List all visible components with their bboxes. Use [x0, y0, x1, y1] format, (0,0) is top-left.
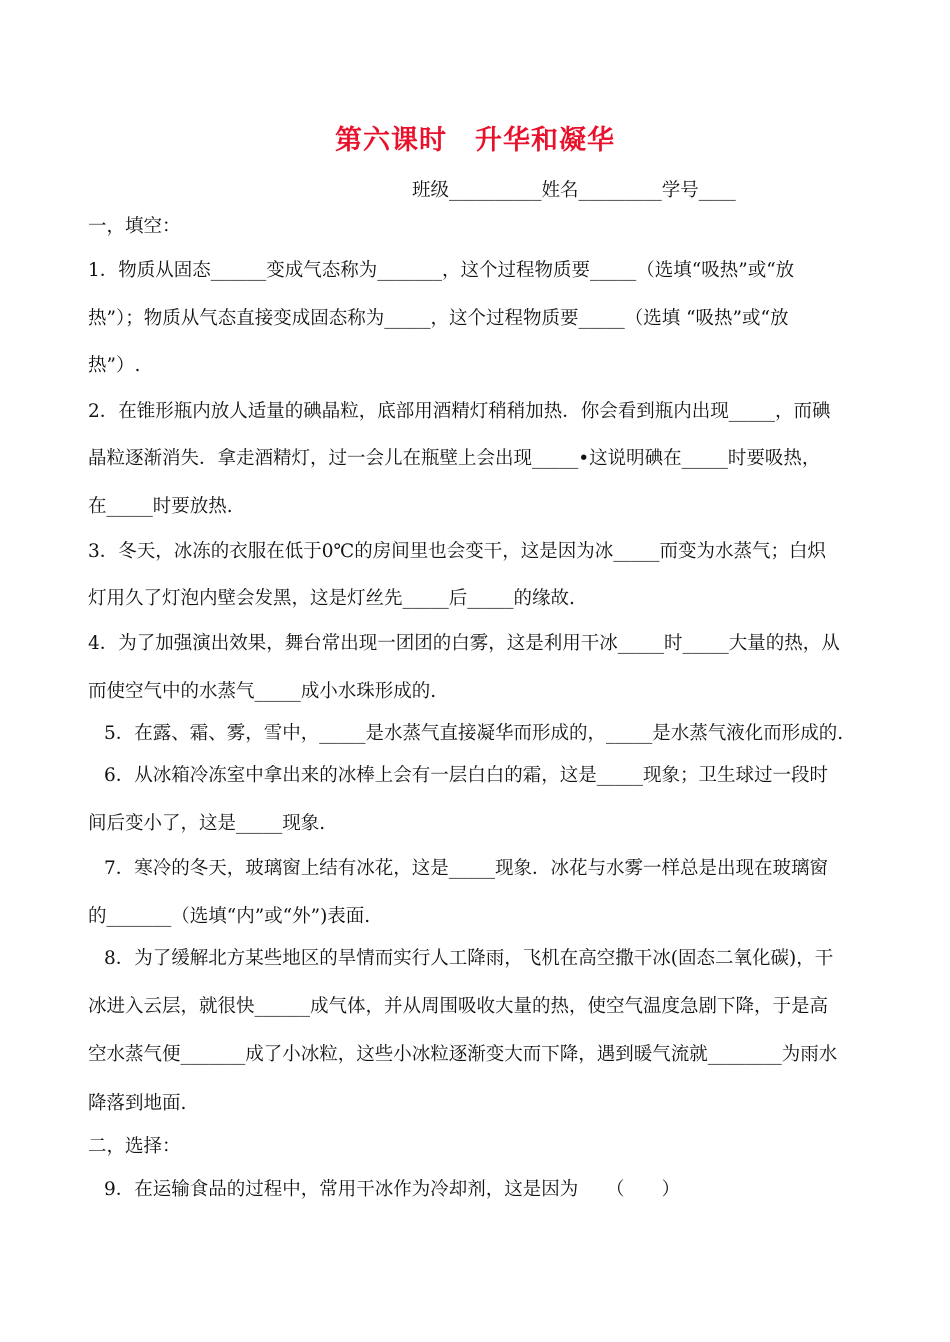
- question-line: 9．在运输食品的过程中，常用干冰作为冷却剂，这是因为 （ ）: [104, 1179, 681, 1200]
- question-line: 热”）；物质从气态直接变成固态称为_____，这个过程物质要_____（选填 “吸热”或“放: [88, 308, 789, 329]
- question-line: 在_____时要放热.: [88, 496, 233, 517]
- page-title: 第六课时 升华和凝华: [335, 125, 615, 156]
- question-line: 而使空气中的水蒸气_____成小水珠形成的.: [88, 681, 437, 702]
- question-line: 晶粒逐渐消失．拿走酒精灯，过一会儿在瓶壁上会出现_____•这说明碘在_____时要吸热，: [88, 448, 821, 469]
- question-line: 6．从冰箱冷冻室中拿出来的冰棒上会有一层白白的霜，这是_____现象；卫生球过一段时: [104, 765, 829, 786]
- question-line: 4．为了加强演出效果，舞台常出现一团团的白雾，这是利用干冰_____时_____大量的热，从: [88, 633, 840, 654]
- section-heading-fill-in: 一，填空：: [88, 216, 181, 237]
- section-heading-choice: 二，选择：: [88, 1136, 181, 1157]
- question-line: 的_______（选填“内”或“外”)表面.: [88, 906, 371, 927]
- student-info-line: 班级__________姓名_________学号____: [412, 180, 736, 201]
- question-line: 3．冬天，冰冻的衣服在低于0℃的房间里也会变干，这是因为冰_____而变为水蒸气；白炽: [88, 541, 826, 562]
- question-line: 热”）.: [88, 355, 141, 376]
- question-line: 8．为了缓解北方某些地区的旱情而实行人工降雨，飞机在高空撒干冰(固态二氧化碳)，干: [104, 948, 834, 969]
- question-line: 7．寒冷的冬天，玻璃窗上结有冰花，这是_____现象．冰花与水雾一样总是出现在玻璃窗: [104, 858, 829, 879]
- question-line: 2．在锥形瓶内放人适量的碘晶粒，底部用酒精灯稍稍加热．你会看到瓶内出现_____，而碘: [88, 401, 831, 422]
- question-line: 1．物质从固态______变成气态称为_______，这个过程物质要_____（选填“吸热”或“放: [88, 260, 795, 281]
- question-line: 降落到地面.: [88, 1093, 187, 1114]
- question-line: 空水蒸气便_______成了小冰粒，这些小冰粒逐渐变大而下降，遇到暖气流就________为雨水: [88, 1044, 838, 1065]
- question-line: 间后变小了，这是_____现象.: [88, 813, 326, 834]
- question-line: 灯用久了灯泡内壁会发黑，这是灯丝先_____后_____的缘故.: [88, 588, 575, 609]
- question-line: 5．在露、霜、雾，雪中，_____是水蒸气直接凝华而形成的，_____是水蒸气液化而形成的.: [104, 723, 844, 744]
- question-line: 冰进入云层，就很快______成气体，并从周围吸收大量的热，使空气温度急剧下降，于是高: [88, 996, 829, 1017]
